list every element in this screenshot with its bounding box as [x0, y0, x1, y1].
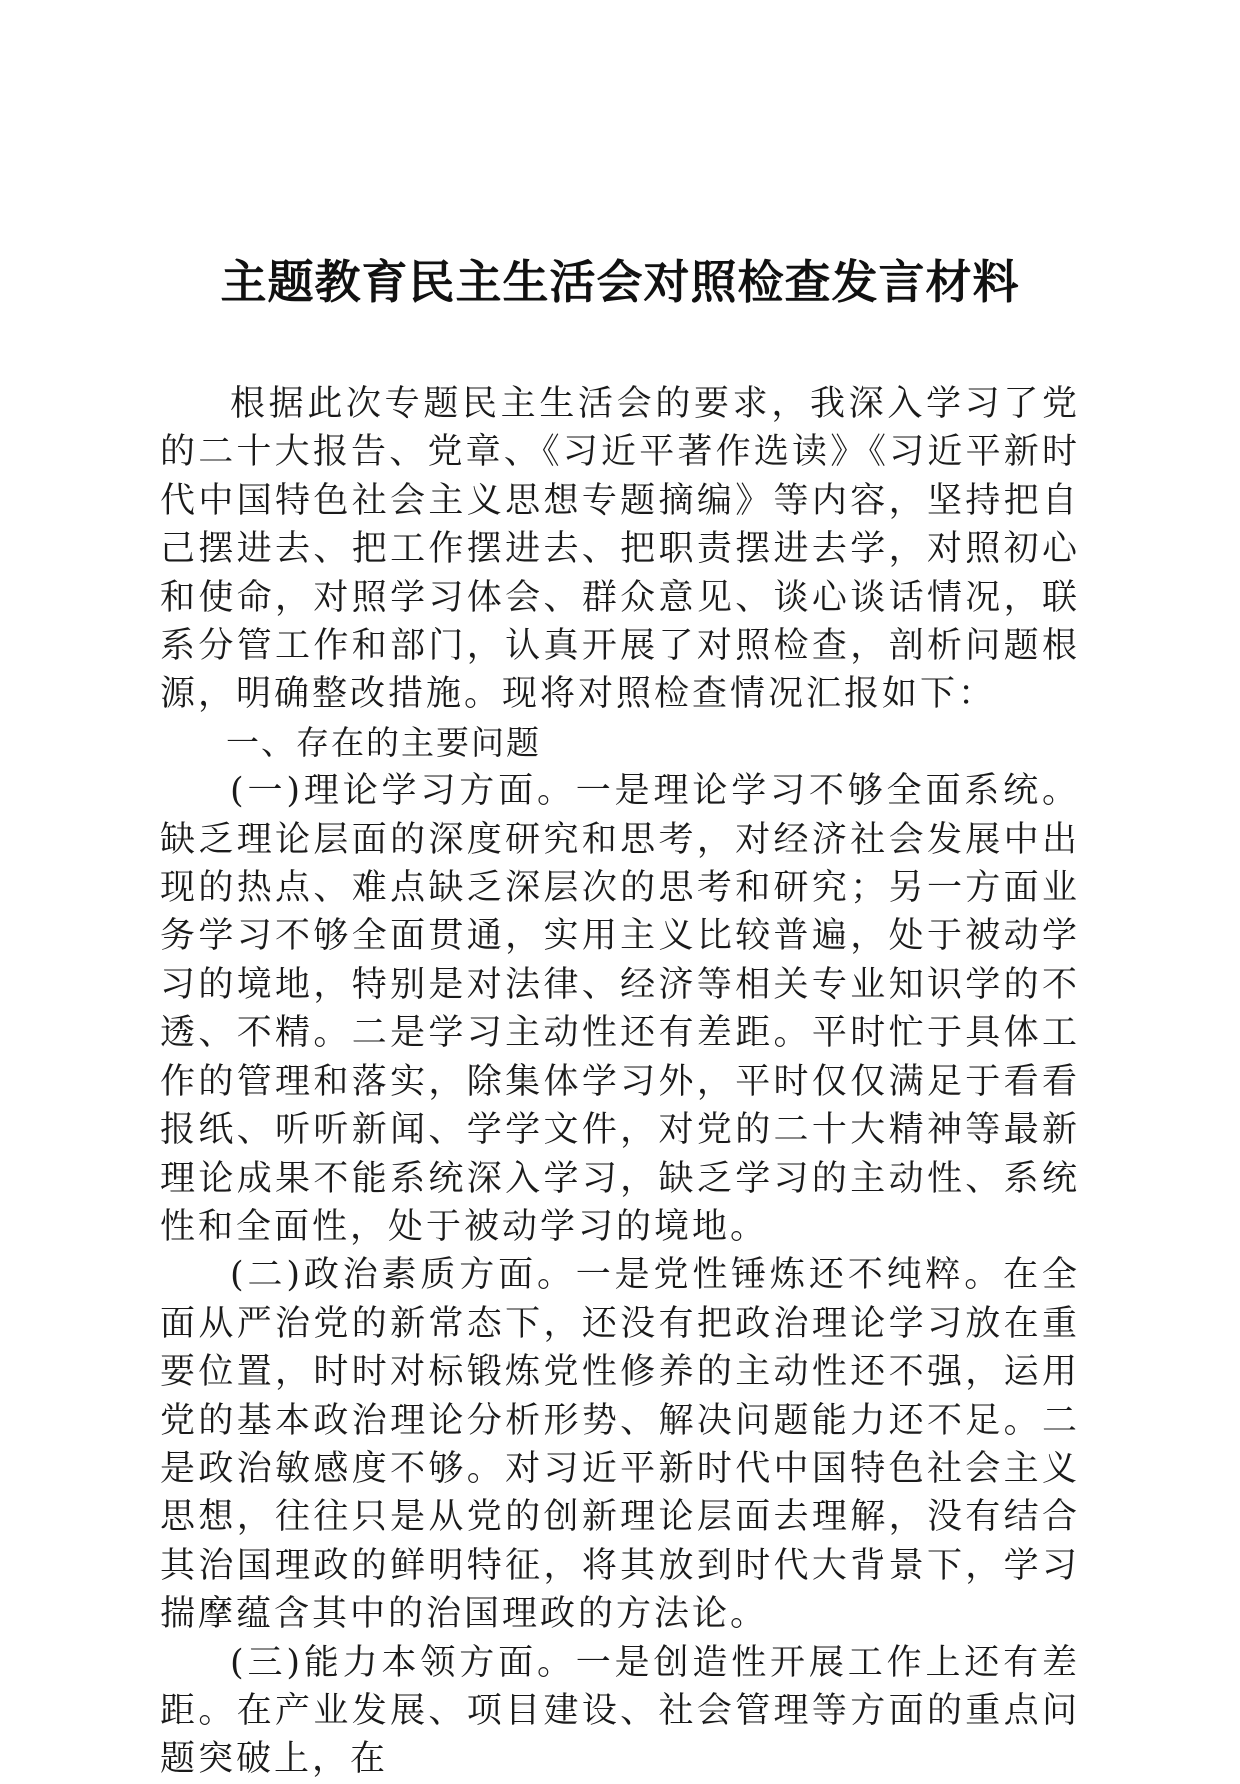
document-body	[160, 380, 1080, 1784]
paragraph-political-quality: (二)政治素质方面。一是党性锤炼还不纯粹。在全面从严治党的新常态下，还没有把政治理论学习放在重要位置，时时对标锻炼党性修养的主动性还不强，运用党的基本政治理论分析形势、解决问题能力还不足。二是政治敏感度不够。对习近平新时代中国特色社会主义思想，往往只是从党的创新理论层面去理解，没有结合其治国理政的鲜明特征，将其放到时代大背景下，学习揣摩蕴含其中的治国理政的方法论。	[160, 1255, 1080, 1635]
paragraph-theory-study: (一)理论学习方面。一是理论学习不够全面系统。缺乏理论层面的深度研究和思考，对经济社会发展中出现的热点、难点缺乏深层次的思考和研究；另一方面业务学习不够全面贯通，实用主义比较普遍，处于被动学习的境地，特别是对法律、经济等相关专业知识学的不透、不精。二是学习主动性还有差距。平时忙于具体工作的管理和落实，除集体学习外，平时仅仅满足于看看报纸、听听新闻、学学文件，对党的二十大精神等最新理论成果不能系统深入学习，缺乏学习的主动性、系统性和全面性，处于被动学习的境地。	[160, 771, 1080, 1247]
section-heading-problems: 一、存在的主要问题	[226, 722, 541, 762]
intro-paragraph: 根据此次专题民主生活会的要求，我深入学习了党的二十大报告、党章、《习近平著作选读》《习近平新时代中国特色社会主义思想专题摘编》等内容，坚持把自己摆进去、把工作摆进去、把职责摆进去学，对照初心和使命，对照学习体会、群众意见、谈心谈话情况，联系分管工作和部门，认真开展了对照检查，剖析问题根源，明确整改措施。现将对照检查情况汇报如下：	[160, 384, 1080, 715]
document-title: 主题教育民主生活会对照检查发言材料	[220, 255, 1020, 309]
paragraph-ability: (三)能力本领方面。一是创造性开展工作上还有差距。在产业发展、项目建设、社会管理等方面的重点问题突破上，在	[160, 1642, 1080, 1780]
